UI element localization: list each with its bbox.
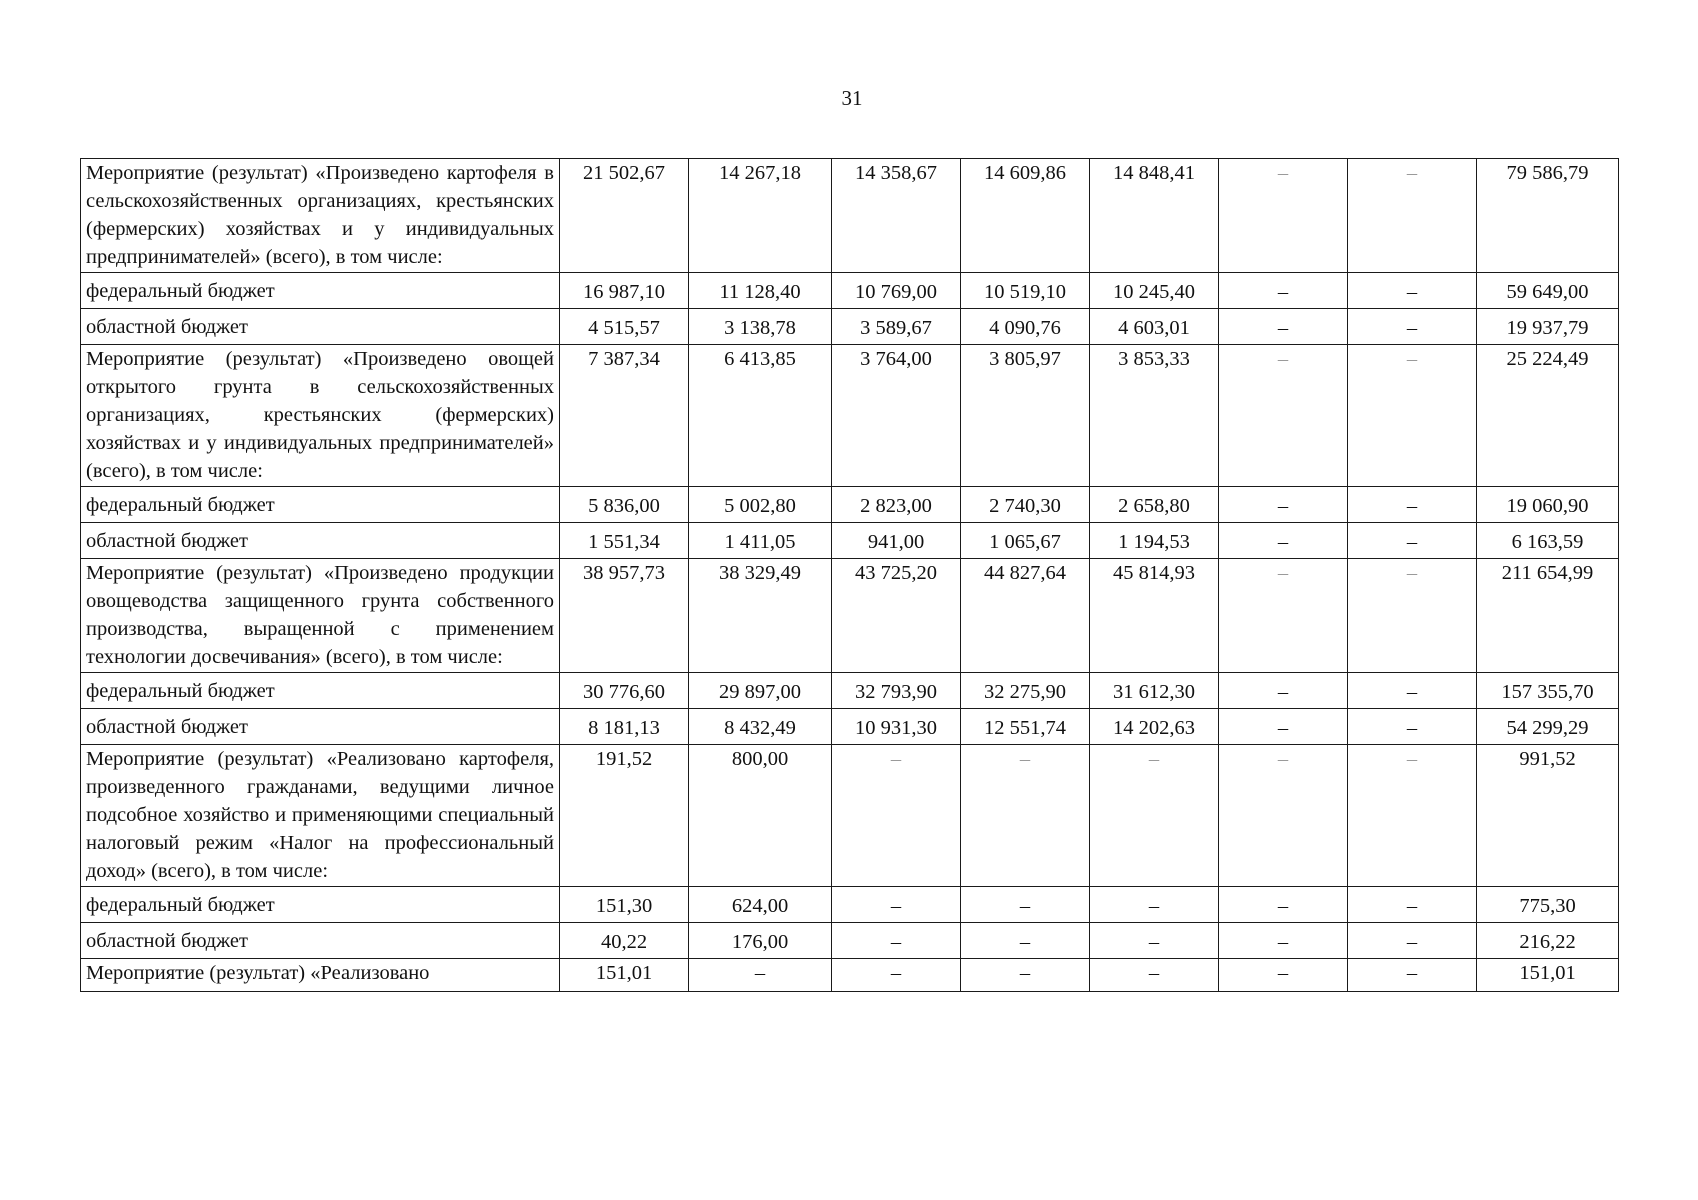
value-col-6: – xyxy=(1219,959,1348,992)
value-col-7: – xyxy=(1348,309,1477,345)
value-col-6: – xyxy=(1219,923,1348,959)
total-value: 211 654,99 xyxy=(1477,559,1619,673)
total-value: 25 224,49 xyxy=(1477,345,1619,487)
value-col-2: 1 411,05 xyxy=(689,523,832,559)
page-number: 31 xyxy=(841,86,863,110)
value-col-6: – xyxy=(1219,523,1348,559)
value-col-1: 40,22 xyxy=(560,923,689,959)
value-col-7: – xyxy=(1348,673,1477,709)
value-col-5: 4 603,01 xyxy=(1090,309,1219,345)
value-col-7: – xyxy=(1348,887,1477,923)
value-col-4: 1 065,67 xyxy=(961,523,1090,559)
value-col-7: – xyxy=(1348,487,1477,523)
value-col-2: 14 267,18 xyxy=(689,159,832,273)
value-col-2: 38 329,49 xyxy=(689,559,832,673)
value-col-1: 38 957,73 xyxy=(560,559,689,673)
value-col-5: – xyxy=(1090,923,1219,959)
total-value: 19 937,79 xyxy=(1477,309,1619,345)
value-col-1: 21 502,67 xyxy=(560,159,689,273)
value-col-4: 10 519,10 xyxy=(961,273,1090,309)
total-value: 59 649,00 xyxy=(1477,273,1619,309)
value-col-6: – xyxy=(1219,487,1348,523)
budget-source-label: областной бюджет xyxy=(81,309,560,345)
value-col-3: – xyxy=(832,959,961,992)
value-col-7: – xyxy=(1348,273,1477,309)
value-col-1: 191,52 xyxy=(560,745,689,887)
value-col-3: 32 793,90 xyxy=(832,673,961,709)
value-col-6: – xyxy=(1219,309,1348,345)
value-col-2: 5 002,80 xyxy=(689,487,832,523)
measure-label: Мероприятие (результат) «Произведено картофеля в сельскохозяйственных организациях, крестьянских (фермерских) хозяйствах и у индивидуальных предпринимателей» (всего), в том числе: xyxy=(81,159,560,273)
value-col-4: 2 740,30 xyxy=(961,487,1090,523)
value-col-5: 3 853,33 xyxy=(1090,345,1219,487)
value-col-3: 10 769,00 xyxy=(832,273,961,309)
value-col-3: – xyxy=(832,887,961,923)
value-col-5: 10 245,40 xyxy=(1090,273,1219,309)
value-col-3: – xyxy=(832,923,961,959)
budget-source-label: областной бюджет xyxy=(81,709,560,745)
value-col-2: 29 897,00 xyxy=(689,673,832,709)
value-col-1: 4 515,57 xyxy=(560,309,689,345)
value-col-3: 14 358,67 xyxy=(832,159,961,273)
value-col-7: – xyxy=(1348,159,1477,273)
value-col-1: 5 836,00 xyxy=(560,487,689,523)
value-col-4: – xyxy=(961,745,1090,887)
total-value: 19 060,90 xyxy=(1477,487,1619,523)
value-col-5: 14 848,41 xyxy=(1090,159,1219,273)
value-col-7: – xyxy=(1348,559,1477,673)
total-value: 157 355,70 xyxy=(1477,673,1619,709)
value-col-7: – xyxy=(1348,959,1477,992)
value-col-2: 11 128,40 xyxy=(689,273,832,309)
value-col-5: – xyxy=(1090,745,1219,887)
value-col-5: 45 814,93 xyxy=(1090,559,1219,673)
value-col-2: 8 432,49 xyxy=(689,709,832,745)
value-col-2: 3 138,78 xyxy=(689,309,832,345)
value-col-3: – xyxy=(832,745,961,887)
budget-source-label: федеральный бюджет xyxy=(81,487,560,523)
value-col-5: 2 658,80 xyxy=(1090,487,1219,523)
budget-source-row xyxy=(81,309,1619,345)
measure-label: Мероприятие (результат) «Произведено овощей открытого грунта в сельскохозяйственных организациях, крестьянских (фермерских) хозяйствах и у индивидуальных предпринимателей» (всего), в том числе: xyxy=(81,345,560,487)
value-col-6: – xyxy=(1219,709,1348,745)
value-col-3: 941,00 xyxy=(832,523,961,559)
measure-label: Мероприятие (результат) «Произведено продукции овощеводства защищенного грунта собственного производства, выращенной с применением технологии досвечивания» (всего), в том числе: xyxy=(81,559,560,673)
budget-source-row xyxy=(81,709,1619,745)
value-col-6: – xyxy=(1219,673,1348,709)
budget-source-label: федеральный бюджет xyxy=(81,273,560,309)
value-col-3: 2 823,00 xyxy=(832,487,961,523)
total-value: 216,22 xyxy=(1477,923,1619,959)
value-col-1: 1 551,34 xyxy=(560,523,689,559)
value-col-1: 30 776,60 xyxy=(560,673,689,709)
value-col-3: 3 589,67 xyxy=(832,309,961,345)
total-value: 775,30 xyxy=(1477,887,1619,923)
value-col-3: 10 931,30 xyxy=(832,709,961,745)
value-col-1: 151,30 xyxy=(560,887,689,923)
budget-source-row xyxy=(81,887,1619,923)
value-col-7: – xyxy=(1348,745,1477,887)
budget-table xyxy=(80,158,1619,992)
measure-row xyxy=(81,345,1619,487)
value-col-4: – xyxy=(961,923,1090,959)
value-col-6: – xyxy=(1219,159,1348,273)
measure-row xyxy=(81,745,1619,887)
value-col-4: 12 551,74 xyxy=(961,709,1090,745)
value-col-5: 1 194,53 xyxy=(1090,523,1219,559)
value-col-7: – xyxy=(1348,709,1477,745)
value-col-2: 624,00 xyxy=(689,887,832,923)
value-col-4: 4 090,76 xyxy=(961,309,1090,345)
value-col-1: 7 387,34 xyxy=(560,345,689,487)
value-col-6: – xyxy=(1219,887,1348,923)
value-col-1: 151,01 xyxy=(560,959,689,992)
total-value: 151,01 xyxy=(1477,959,1619,992)
value-col-2: 176,00 xyxy=(689,923,832,959)
value-col-5: 31 612,30 xyxy=(1090,673,1219,709)
value-col-2: 800,00 xyxy=(689,745,832,887)
measure-row xyxy=(81,559,1619,673)
value-col-5: 14 202,63 xyxy=(1090,709,1219,745)
budget-source-label: федеральный бюджет xyxy=(81,887,560,923)
total-value: 54 299,29 xyxy=(1477,709,1619,745)
value-col-5: – xyxy=(1090,959,1219,992)
value-col-6: – xyxy=(1219,559,1348,673)
value-col-1: 8 181,13 xyxy=(560,709,689,745)
measure-row xyxy=(81,159,1619,273)
budget-source-row xyxy=(81,273,1619,309)
value-col-6: – xyxy=(1219,273,1348,309)
total-value: 79 586,79 xyxy=(1477,159,1619,273)
value-col-3: 43 725,20 xyxy=(832,559,961,673)
budget-source-row xyxy=(81,673,1619,709)
total-value: 991,52 xyxy=(1477,745,1619,887)
budget-source-row xyxy=(81,523,1619,559)
measure-label: Мероприятие (результат) «Реализовано картофеля, произведенного гражданами, ведущими личное подсобное хозяйство и применяющими специальный налоговый режим «Налог на профессиональный доход» (всего), в том числе: xyxy=(81,745,560,887)
value-col-4: 3 805,97 xyxy=(961,345,1090,487)
value-col-3: 3 764,00 xyxy=(832,345,961,487)
value-col-5: – xyxy=(1090,887,1219,923)
value-col-4: 14 609,86 xyxy=(961,159,1090,273)
value-col-7: – xyxy=(1348,523,1477,559)
value-col-7: – xyxy=(1348,923,1477,959)
value-col-4: – xyxy=(961,887,1090,923)
budget-source-label: федеральный бюджет xyxy=(81,673,560,709)
value-col-4: 44 827,64 xyxy=(961,559,1090,673)
value-col-1: 16 987,10 xyxy=(560,273,689,309)
value-col-2: – xyxy=(689,959,832,992)
budget-source-row xyxy=(81,487,1619,523)
value-col-6: – xyxy=(1219,345,1348,487)
value-col-4: 32 275,90 xyxy=(961,673,1090,709)
budget-source-label: областной бюджет xyxy=(81,923,560,959)
value-col-6: – xyxy=(1219,745,1348,887)
value-col-4: – xyxy=(961,959,1090,992)
budget-table-body xyxy=(81,159,1619,992)
value-col-2: 6 413,85 xyxy=(689,345,832,487)
value-col-7: – xyxy=(1348,345,1477,487)
budget-source-label: областной бюджет xyxy=(81,523,560,559)
measure-row xyxy=(81,959,1619,992)
budget-source-row xyxy=(81,923,1619,959)
measure-label: Мероприятие (результат) «Реализовано xyxy=(81,959,560,992)
total-value: 6 163,59 xyxy=(1477,523,1619,559)
